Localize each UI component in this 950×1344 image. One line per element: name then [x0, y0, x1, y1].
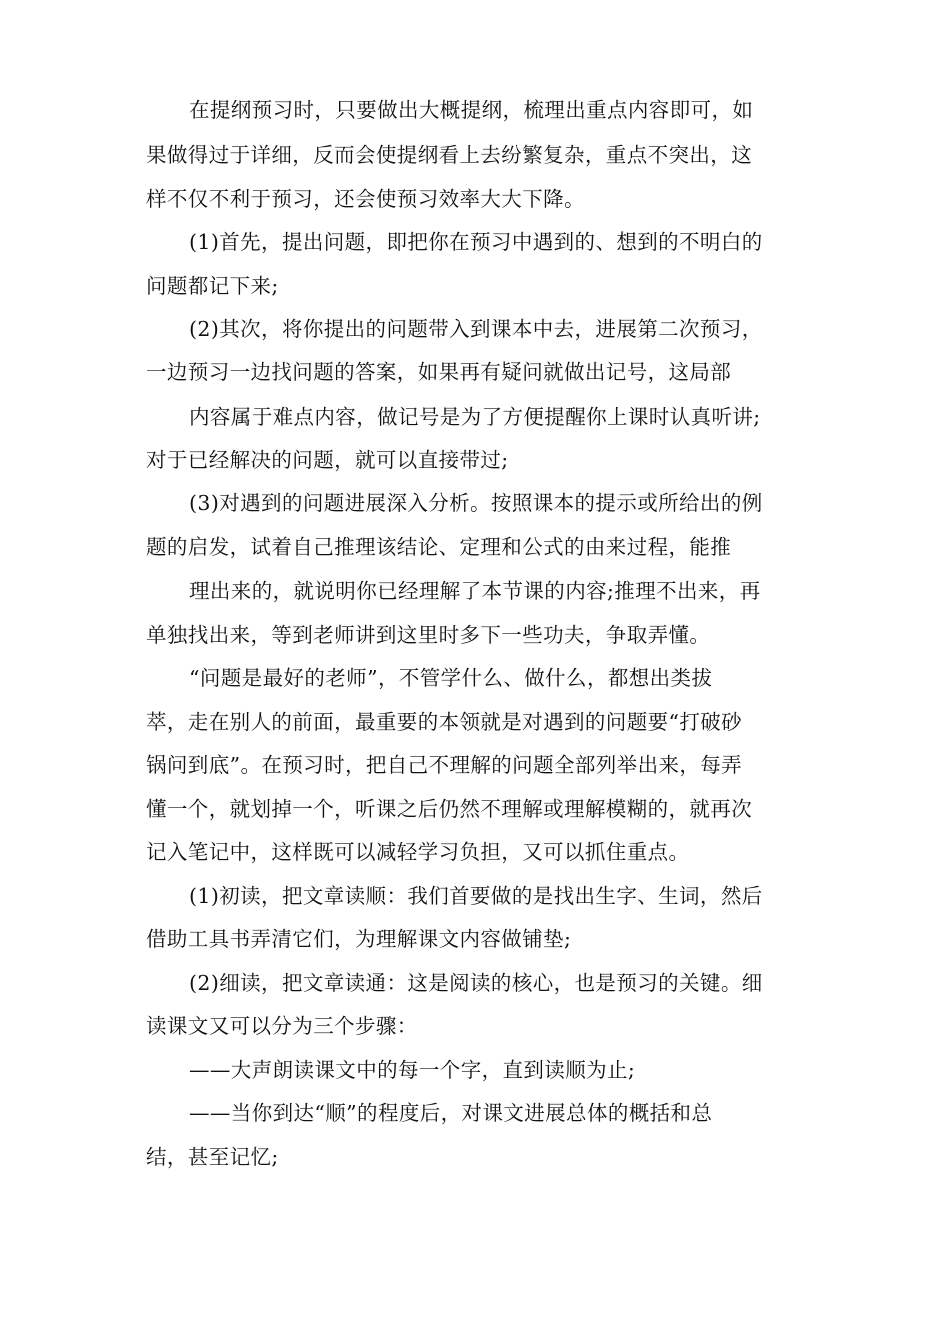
text-line: 在提纲预习时，只要做出大概提纲，梳理出重点内容即可，如 [189, 98, 754, 122]
text-line: 读课文又可以分为三个步骤： [146, 1014, 418, 1038]
text-line: ——当你到达“顺”的程度后，对课文进展总体的概括和总 [189, 1101, 713, 1125]
text-line: ——大声朗读课文中的每一个字，直到读顺为止; [189, 1058, 636, 1082]
text-line: 样不仅不利于预习，还会使预习效率大大下降。 [146, 187, 585, 211]
text-line: 单独找出来，等到老师讲到这里时多下一些功夫，争取弄懂。 [146, 623, 711, 647]
text-line: 理出来的，就说明你已经理解了本节课的内容;推理不出来，再 [189, 579, 761, 603]
text-line: 一边预习一边找问题的答案，如果再有疑问就做出记号，这局部 [146, 360, 732, 384]
text-line: 萃，走在别人的前面，最重要的本领就是对遇到的问题要“打破砂 [146, 710, 743, 734]
text-line: (2)细读，把文章读通：这是阅读的核心，也是预习的关键。细 [189, 971, 763, 995]
text-line: (3)对遇到的问题进展深入分析。按照课本的提示或所给出的例 [189, 491, 763, 515]
text-line: 对于已经解决的问题，就可以直接带过; [146, 448, 509, 472]
text-line: 内容属于难点内容，做记号是为了方便提醒你上课时认真听讲; [189, 405, 761, 429]
text-line: (1)首先，提出问题，即把你在预习中遇到的、想到的不明白的 [189, 230, 763, 254]
text-line: 果做得过于详细，反而会使提纲看上去纷繁复杂，重点不突出，这 [146, 143, 753, 167]
text-line: 懂一个，就划掉一个，听课之后仍然不理解或理解模糊的，就再次 [146, 797, 753, 821]
text-line: 记入笔记中，这样既可以减轻学习负担，又可以抓住重点。 [146, 840, 690, 864]
text-line: 借助工具书弄清它们，为理解课文内容做铺垫; [146, 927, 572, 951]
text-line: 问题都记下来; [146, 274, 279, 298]
text-line: 结，甚至记忆; [146, 1145, 279, 1169]
text-line: 锅问到底”。在预习时，把自己不理解的问题全部列举出来，每弄 [146, 753, 743, 777]
text-line: 题的启发，试着自己推理该结论、定理和公式的由来过程，能推 [146, 535, 732, 559]
text-line: “问题是最好的老师”，不管学什么、做什么，都想出类拔 [189, 666, 713, 690]
text-line: (1)初读，把文章读顺：我们首要做的是找出生字、生词，然后 [189, 884, 763, 908]
text-line: (2)其次，将你提出的问题带入到课本中去，进展第二次预习， [189, 317, 763, 341]
